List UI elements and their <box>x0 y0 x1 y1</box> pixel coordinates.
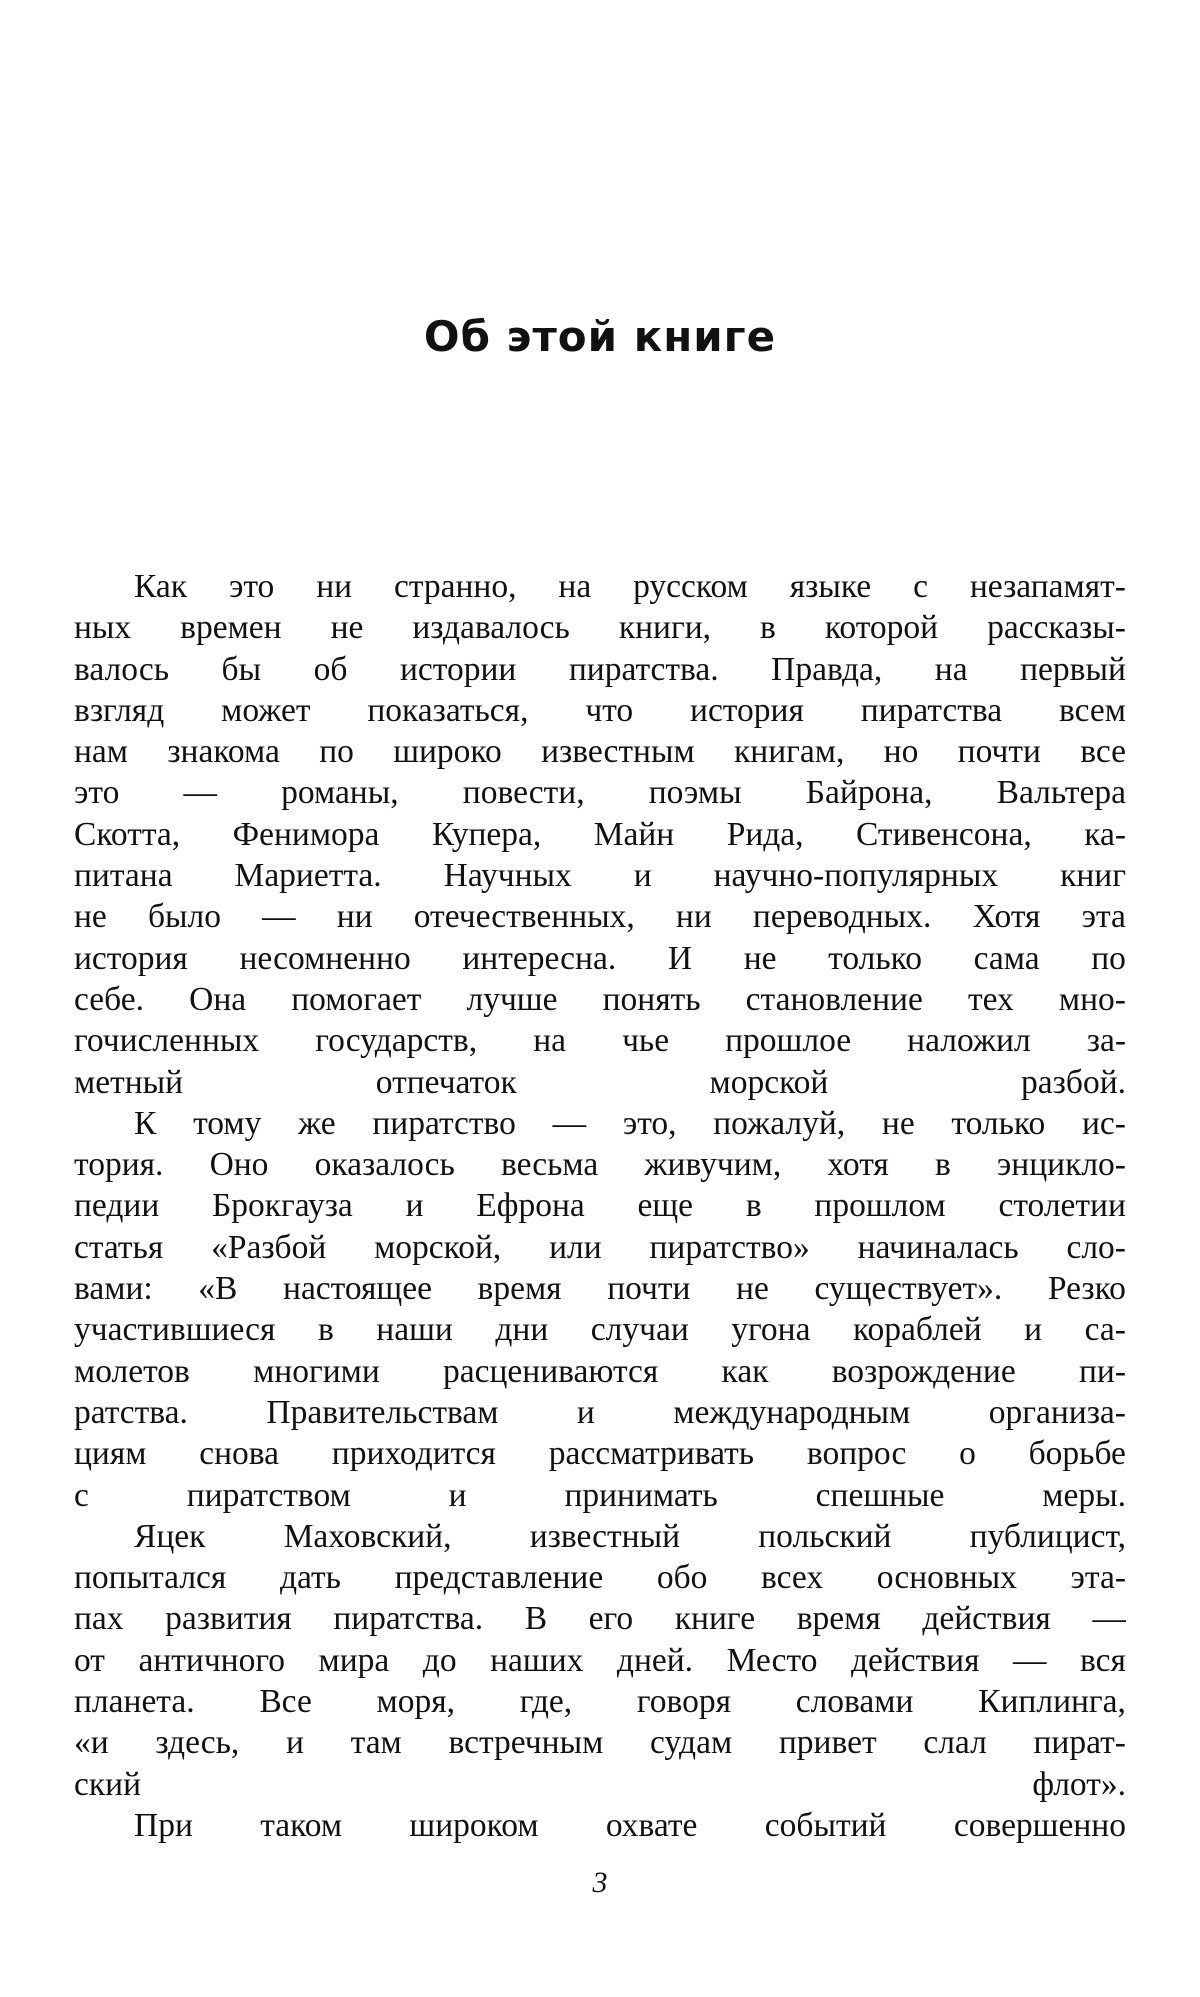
text-line: участившиеся в наши дни случаи угона кораблей и са- <box>74 1311 1126 1349</box>
page-title: Об этой книге <box>423 312 777 361</box>
text-line: молетов многими расцениваются как возрождение пи- <box>74 1352 1126 1390</box>
text-line: Скотта, Фенимора Купера, Майн Рида, Стивенсона, ка- <box>74 815 1126 853</box>
text-line: вами: «В настоящее время почти не существует». Резко <box>74 1270 1126 1308</box>
text-line: история несомненно интересна. И не только сама по <box>74 939 1126 977</box>
body-text <box>74 566 1126 1846</box>
text-line: это — романы, повести, поэмы Байрона, Вальтера <box>74 774 1126 812</box>
text-line: нам знакома по широко известным книгам, но почти все <box>74 733 1126 771</box>
text-line: тория. Оно оказалось весьма живучим, хотя в энцикло- <box>74 1146 1126 1184</box>
text-line: К тому же пиратство — это, пожалуй, не только ис- <box>134 1104 1126 1142</box>
text-line: гочисленных государств, на чье прошлое наложил за- <box>74 1022 1126 1060</box>
text-line: планета. Все моря, где, говоря словами Киплинга, <box>74 1683 1126 1721</box>
text-line: При таком широком охвате событий совершенно <box>134 1806 1126 1844</box>
text-line: взгляд может показаться, что история пиратства всем <box>74 691 1126 729</box>
text-line: с пиратством и принимать спешные меры. <box>74 1476 1126 1514</box>
text-line: себе. Она помогает лучше понять становление тех мно- <box>74 980 1126 1018</box>
text-line: ский флот». <box>74 1765 1126 1803</box>
text-line: валось бы об истории пиратства. Правда, на первый <box>74 650 1126 688</box>
page-number: 3 <box>592 1866 608 1899</box>
text-line: ратства. Правительствам и международным организа- <box>74 1393 1126 1431</box>
text-line: «и здесь, и там встречным судам привет слал пират- <box>74 1724 1126 1762</box>
text-line: от античного мира до наших дней. Место действия — вся <box>74 1641 1126 1679</box>
text-line: попытался дать представление обо всех основных эта- <box>74 1559 1126 1597</box>
text-line: метный отпечаток морской разбой. <box>74 1063 1126 1101</box>
text-line: ных времен не издавалось книги, в которой рассказы- <box>74 609 1126 647</box>
text-line: не было — ни отечественных, ни переводных. Хотя эта <box>74 898 1126 936</box>
text-line: циям снова приходится рассматривать вопрос о борьбе <box>74 1435 1126 1473</box>
text-line: пах развития пиратства. В его книге время действия — <box>74 1600 1126 1638</box>
text-line: Яцек Маховский, известный польский публицист, <box>134 1517 1126 1555</box>
text-line: Как это ни странно, на русском языке с незапамят- <box>134 568 1126 605</box>
text-line: педии Брокгауза и Ефрона еще в прошлом столетии <box>74 1187 1126 1225</box>
text-line: статья «Разбой морской, или пиратство» начиналась сло- <box>74 1228 1126 1266</box>
text-line: питана Мариетта. Научных и научно-популярных книг <box>74 857 1126 895</box>
